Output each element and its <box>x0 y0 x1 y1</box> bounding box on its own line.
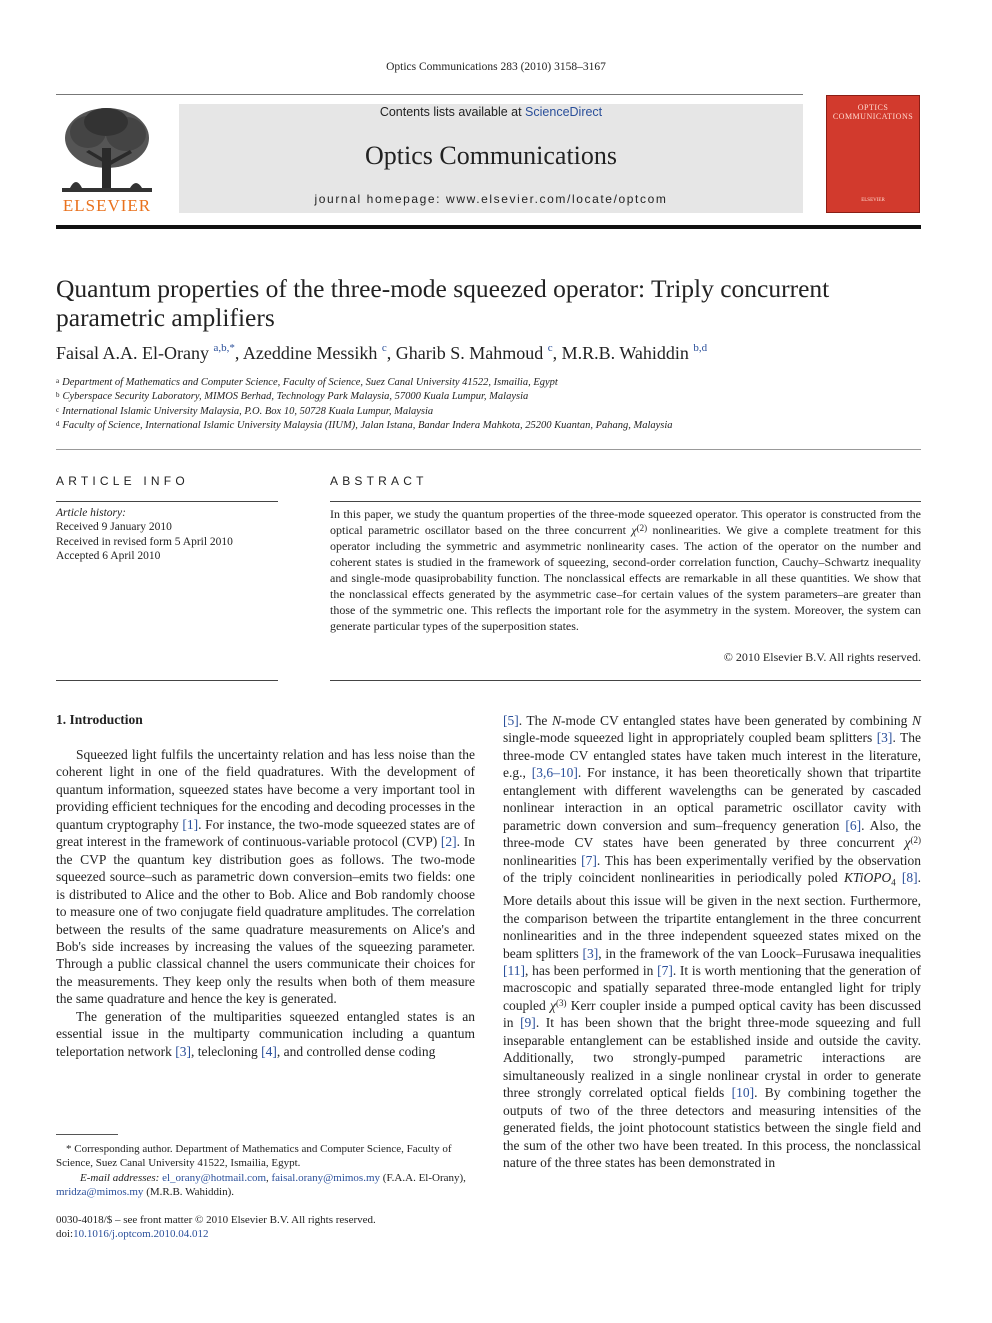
body-paragraph: Squeezed light fulfils the uncertainty relation and has less noise than the coherent light in one of the field quadratures. With the development of quantum information, squeezed states have become a very important tool in providing efficient techniques for the encoding and decoding processes in the quantum cryptography [1]. For instance, the two-mode squeezed states are of great interest in the framework of continuous-variable protocol (CVP) [2]. In the CVP the quantum key distribution goes as follows. The two-mode squeezed source–such as parametric down conversion–emits two fields: one is distributed to Alice and the other to Bob. Alice and Bob randomly choose to measure one of two conjugate field quadrature amplitudes. The correlation between the results of the same quadrature measurements on Alice's and Bob's side increases by increasing the values of the squeezing parameter. Through a public classical channel the users communicate their choices for the measurements. They keep only the results when both of them measure the same quadrature and hence the key is generated. <box>56 747 475 1007</box>
reference-link[interactable]: [4] <box>261 1043 277 1059</box>
accepted-date: Accepted 6 April 2010 <box>56 549 161 562</box>
reference-link[interactable]: [3] <box>175 1043 191 1059</box>
contents-prefix: Contents lists available at <box>379 105 526 119</box>
header-thick-rule <box>56 225 921 229</box>
reference-link[interactable]: [7] <box>657 963 673 979</box>
author-affiliation-marks[interactable]: b,d <box>693 342 708 354</box>
corresponding-author-note: * Corresponding author. Department of Mathematics and Computer Science, Faculty of Science, Suez Canal University 41522, Ismailia, Egypt. <box>56 1143 452 1170</box>
reference-link[interactable]: [11] <box>503 963 525 979</box>
reference-link[interactable]: [3,6–10] <box>531 765 578 781</box>
cover-title: OPTICS COMMUNICATIONS <box>832 103 914 121</box>
journal-homepage[interactable]: journal homepage: www.elsevier.com/locate/optcom <box>314 192 668 206</box>
issn-doi <box>56 1213 496 1242</box>
paper-title: Quantum properties of the three-mode squeezed operator: Triply concurrent parametric amplifiers <box>56 274 830 332</box>
affiliation: $^d$ Faculty of Science, International Islamic University Malaysia (IIUM), Jalan Istana, Bandar Indera Mahkota, 25200 Kuantan, Pahang, Malaysia <box>56 420 673 431</box>
author-name[interactable]: M.R.B. Wahiddin <box>561 343 689 363</box>
contents-line <box>179 105 803 119</box>
author-name[interactable]: Azeddine Messikh <box>242 343 378 363</box>
email-link[interactable]: faisal.orany@mimos.my <box>271 1171 381 1184</box>
sciencedirect-link[interactable]: ScienceDirect <box>525 105 603 119</box>
email-link[interactable]: mridza@mimos.my <box>56 1185 144 1198</box>
reference-link[interactable]: [3] <box>582 945 599 961</box>
email-addresses: E-mail addresses: el_orany@hotmail.com, faisal.orany@mimos.my (F.A.A. El-Orany), mridza@mimos.my (M.R.B. Wahiddin). <box>56 1171 466 1198</box>
article-info-heading: ARTICLE INFO <box>56 474 189 488</box>
reference-link[interactable]: [10] <box>731 1085 755 1101</box>
reference-link[interactable]: [9] <box>520 1015 536 1031</box>
affiliation: $^a$ Department of Mathematics and Computer Science, Faculty of Science, Suez Canal University 41522, Ismailia, Egypt <box>56 377 558 388</box>
abstract-rule <box>330 501 921 502</box>
body-column-right <box>503 712 921 1171</box>
header-rule <box>56 94 803 95</box>
article-history <box>56 506 278 563</box>
reference-link[interactable]: [5] <box>503 713 519 728</box>
affiliation: $^b$ Cyberspace Security Laboratory, MIMOS Berhad, Technology Park Malaysia, 57000 Kuala Lumpur, Malaysia <box>56 391 529 402</box>
doi-line: doi:10.1016/j.optcom.2010.04.012 <box>56 1228 209 1241</box>
article-info-rule <box>56 501 278 502</box>
author-name[interactable]: Gharib S. Mahmoud <box>395 343 544 363</box>
footnote-rule <box>56 1134 118 1135</box>
cover-publisher: ELSEVIER <box>861 198 885 203</box>
journal-title: Optics Communications <box>364 141 618 170</box>
journal-citation: Optics Communications 283 (2010) 3158–3167 <box>386 61 606 73</box>
article-info-bottom-rule <box>56 680 278 681</box>
reference-link[interactable]: [3] <box>876 730 893 746</box>
affiliation-rule <box>56 449 921 450</box>
abstract-heading: ABSTRACT <box>330 474 428 488</box>
body-paragraph: The generation of the multiparities squeezed entangled states is an essential issue in the multiparty communication including a quantum teleportation network [3], telecloning [4], and controlled dense coding <box>56 1008 475 1059</box>
body-paragraph: [5]. The N-mode CV entangled states have been generated by combining N single-mode squeezed light in appropriately coupled beam splitters [3]. The three-mode CV entangled states have taken much interest in the literature, e.g., [3,6–10]. For instance, it has been theoretically shown that tripartite entanglement with different wavelengths can be generated by cascaded nonlinear interaction in an optical parametric oscillator cavity with parametric down conversion and sum–frequency generation [6]. Also, the three-mode CV states have been generated by three concurrent $\chi^{(2)}$ nonlinearities [7]. This has been experimentally verified by the observation of the triply coincident nonlinearities in periodically poled KTiOPO$_4$ [8]. More details about this issue will be given in the next section. Furthermore, the comparison between the tripartite entanglement in the three concurrent nonlinearities and in the three independent squeezed states mixed on the beam splitters [3], in the framework of the van Loock–Furusawa inequalities [11], has been performed in [7]. It is worth mentioning that the generation of macroscopic and spatially separated three-mode entangled light for triply coupled $\chi^{(3)}$ Kerr coupler inside a pumped optical cavity has been discussed in [9]. It has been shown that the bright three-mode squeezing and full inseparable entanglement can be established inside and outside the cavity. Additionally, two strongly-pumped parametric interactions are simultaneously realized in a single nonlinear crystal in order to generate three strongly correlated optical fields [10]. By combining together the outputs of two of the three detectors and measuring intensities of the generated fields, the joint photocount statistics between the single field and the sum of the other two have been treated. In this process, the nonclassical nature of the three states has been demonstrated in <box>503 713 922 1171</box>
footnotes <box>56 1142 475 1199</box>
email-link[interactable]: el_orany@hotmail.com <box>162 1171 267 1184</box>
revised-date: Received in revised form 5 April 2010 <box>56 535 233 548</box>
reference-link[interactable]: [2] <box>440 834 457 850</box>
elsevier-wordmark: ELSEVIER <box>62 196 152 215</box>
reference-link[interactable]: [7] <box>581 852 597 868</box>
issn-line: 0030-4018/$ – see front matter © 2010 Elsevier B.V. All rights reserved. <box>56 1214 376 1226</box>
history-label: Article history: <box>56 507 126 519</box>
abstract-copyright: © 2010 Elsevier B.V. All rights reserved. <box>723 650 921 664</box>
abstract-text: In this paper, we study the quantum properties of the three-mode squeezed operator. This operator is constructed from the optical parametric oscillator based on the three concurrent $\chi^{(2)}$ nonlinearities. We give a complete treatment for this operator including the symmetric and asymmetric nonlinearity cases. The action of the operator on the number and coherent states is studied in the framework of squeezing, second-order correlation function, Cauchy–Schwartz inequality and single-mode quasiprobability function. The nonclassical effects are remarkable in all these quantities. We show that the nonclassical effects generated by the asymmetric case–for certain values of the system parameters–are greater than those of the symmetric one. This reflects the important role for the asymmetry in the system. Moreover, the system can generate particular types of the superposition states. <box>330 507 921 633</box>
author-affiliation-marks[interactable]: a,b,* <box>213 342 235 354</box>
author-name[interactable]: Faisal A.A. El-Orany <box>56 343 209 363</box>
reference-link[interactable]: [8] <box>901 870 918 886</box>
received-date: Received 9 January 2010 <box>56 521 172 534</box>
reference-link[interactable]: [6] <box>845 817 862 833</box>
author-affiliation-marks[interactable]: c <box>381 342 387 354</box>
abstract-bottom-rule <box>330 680 921 681</box>
author-list: Faisal A.A. El-Orany $^{a,b,*}$, Azeddine Messikh $^c$, Gharib S. Mahmoud $^c$, M.R.B. Wahiddin $^{b,d}$ <box>56 342 708 363</box>
doi-link[interactable]: 10.1016/j.optcom.2010.04.012 <box>73 1228 209 1241</box>
affiliation: $^c$ International Islamic University Malaysia, P.O. Box 10, 50728 Kuala Lumpur, Malaysia <box>56 406 434 417</box>
body-column-left <box>56 746 475 1060</box>
section-heading-introduction: 1. Introduction <box>56 712 143 727</box>
reference-link[interactable]: [1] <box>182 816 199 832</box>
author-affiliation-marks[interactable]: c <box>547 342 553 354</box>
